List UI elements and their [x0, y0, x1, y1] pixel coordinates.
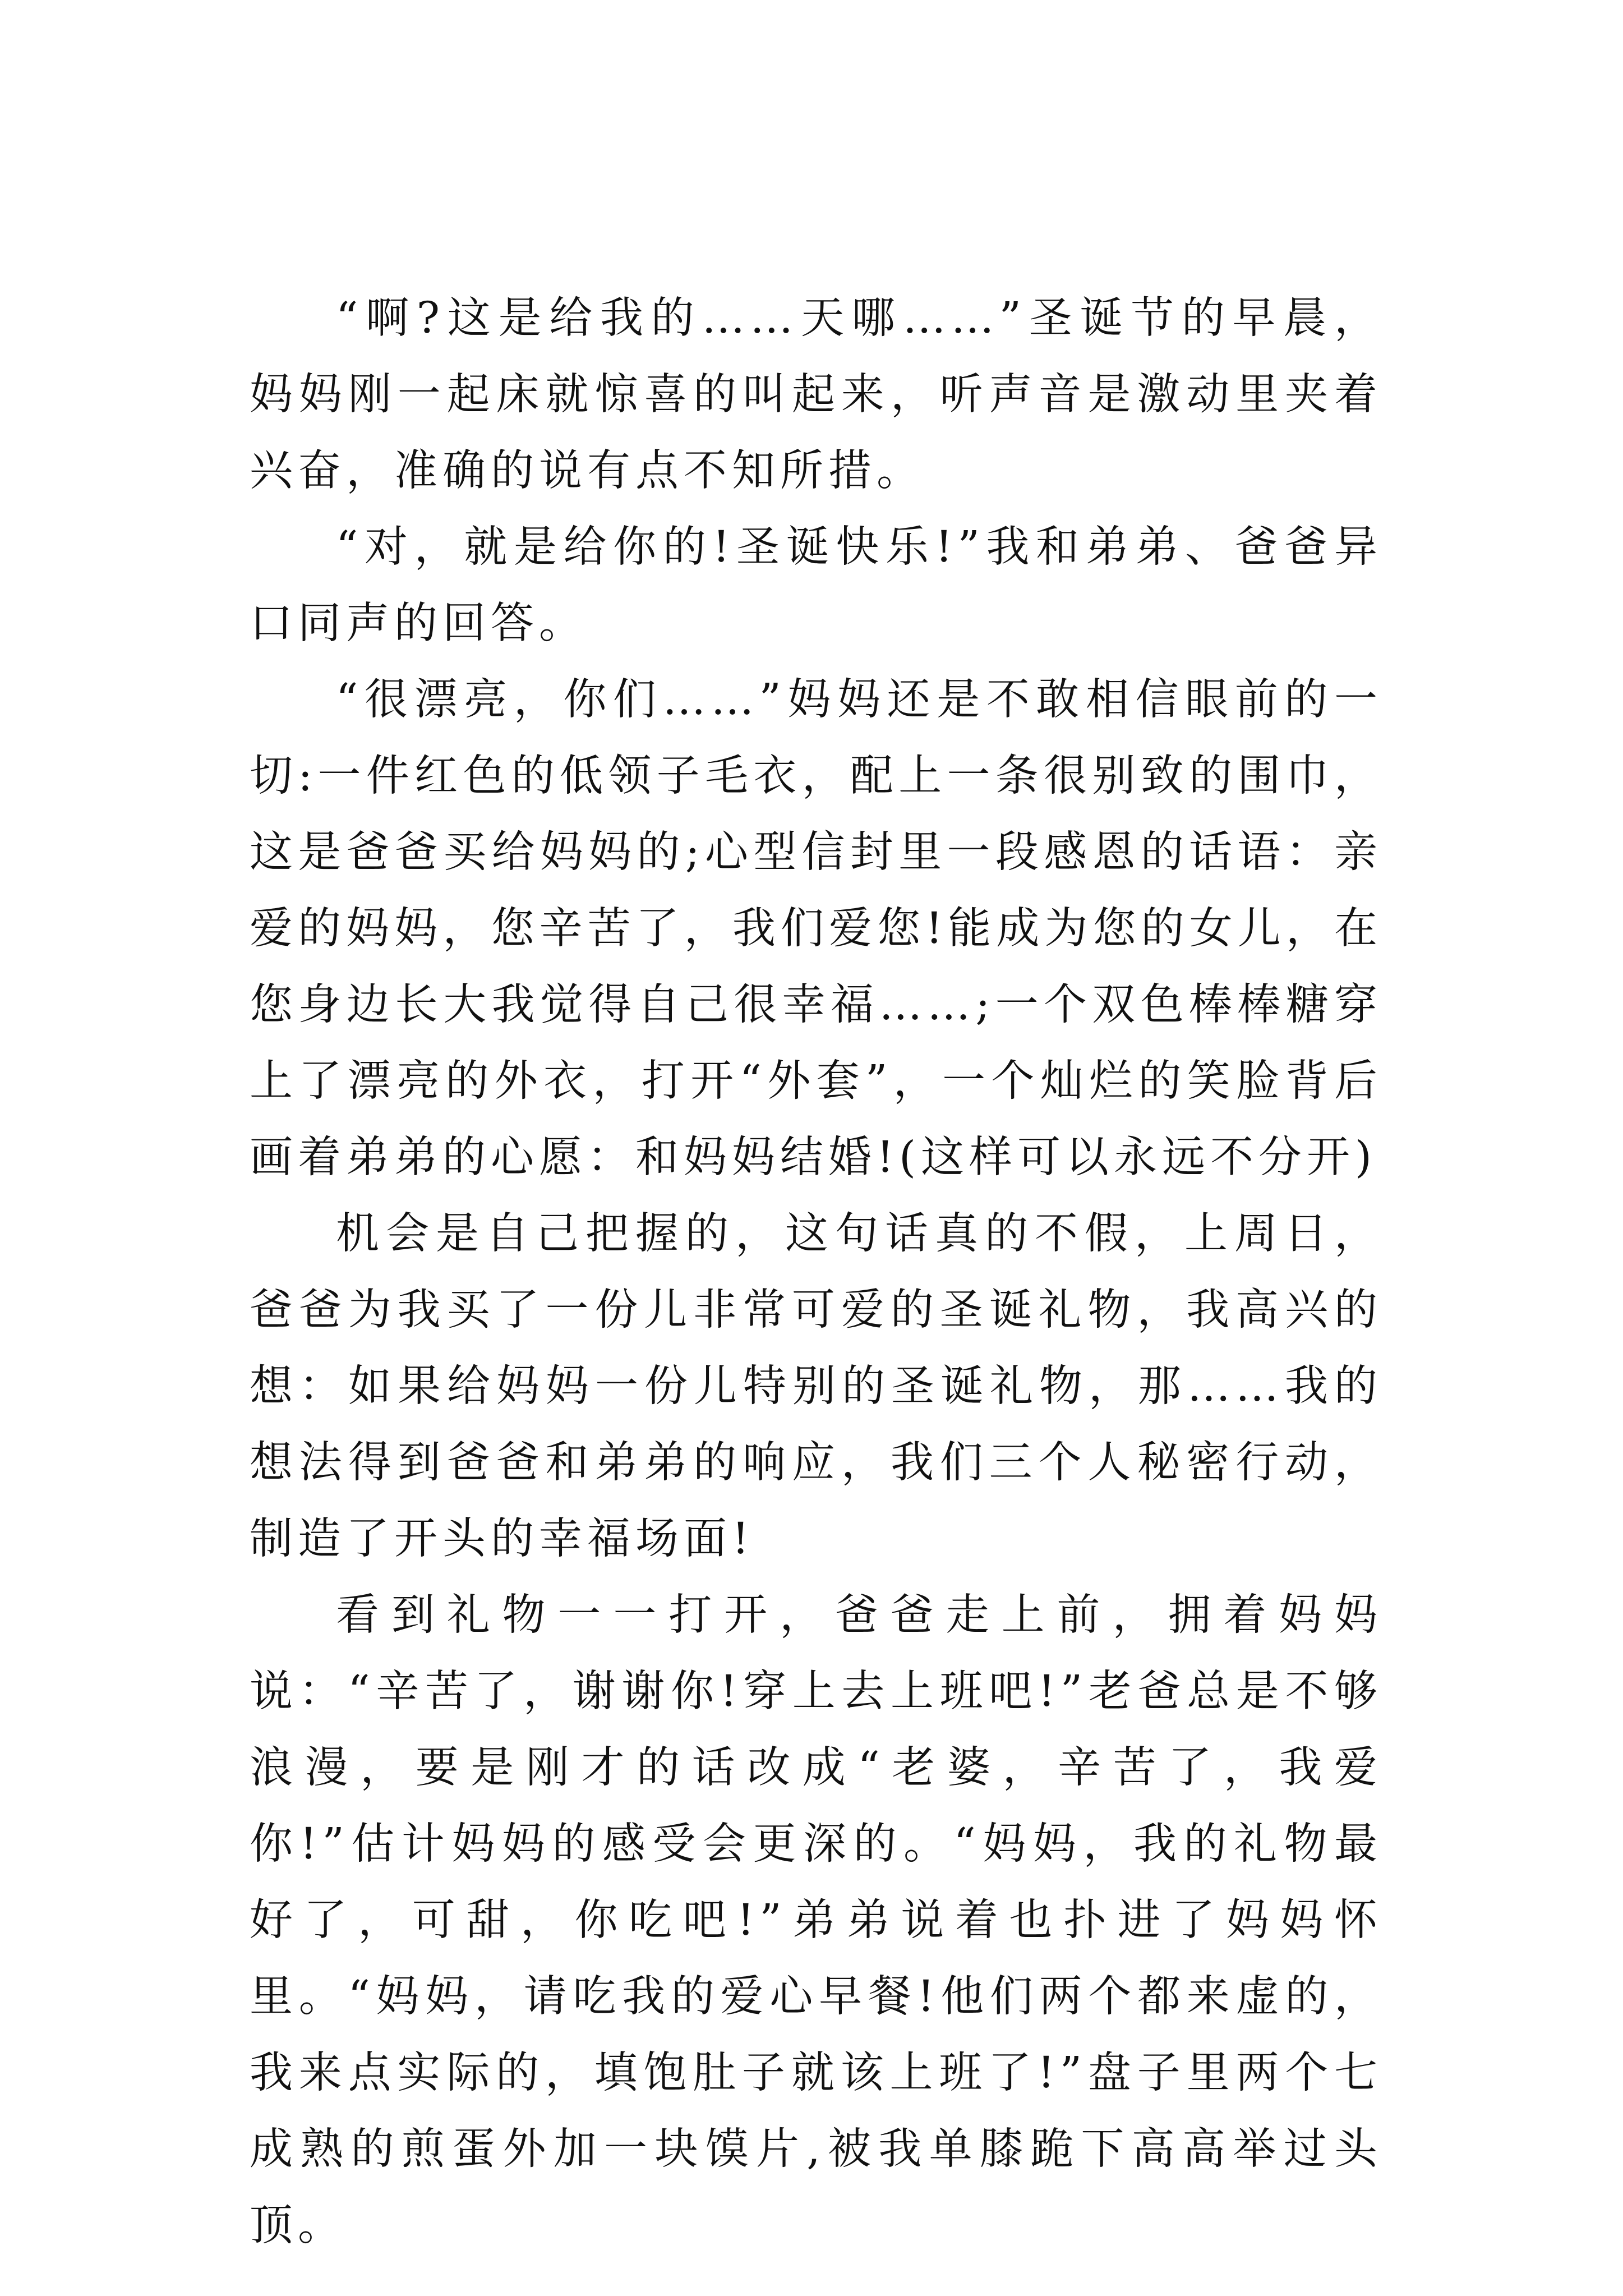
document-body	[250, 280, 1382, 2264]
paragraph-2: “对，就是给你的!圣诞快乐!”我和弟弟、爸爸异口同声的回答。	[250, 522, 1382, 648]
paragraph-4: 机会是自己把握的，这句话真的不假，上周日，爸爸为我买了一份儿非常可爱的圣诞礼物，我高兴的想：如果给妈妈一份儿特别的圣诞礼物，那……我的想法得到爸爸和弟弟的响应，我们三个人秘密行动，制造了开头的幸福场面!	[250, 1209, 1382, 1564]
paragraph-5: 看到礼物一一打开，爸爸走上前，拥着妈妈说：“辛苦了，谢谢你!穿上去上班吧!”老爸总是不够浪漫，要是刚才的话改成“老婆，辛苦了，我爱你!”估计妈妈的感受会更深的。“妈妈，我的礼物最好了，可甜，你吃吧!”弟弟说着也扑进了妈妈怀里。“妈妈，请吃我的爱心早餐!他们两个都来虚的，我来点实际的，填饱肚子就该上班了!”盘子里两个七成熟的煎蛋外加一块馍片,被我单膝跪下高高举过头顶。	[250, 1590, 1382, 2251]
paragraph-1: “啊?这是给我的……天哪……”圣诞节的早晨，妈妈刚一起床就惊喜的叫起来，听声音是激动里夹着兴奋，准确的说有点不知所措。	[250, 293, 1382, 496]
paragraph-3: “很漂亮，你们……”妈妈还是不敢相信眼前的一切:一件红色的低领子毛衣，配上一条很别致的围巾，这是爸爸买给妈妈的;心型信封里一段感恩的话语：亲爱的妈妈，您辛苦了，我们爱您!能成为您的女儿，在您身边长大我觉得自己很幸福……;一个双色棒棒糖穿上了漂亮的外衣，打开“外套”，一个灿烂的笑脸背后画着弟弟的心愿：和妈妈结婚!(这样可以永远不分开)	[250, 675, 1382, 1182]
